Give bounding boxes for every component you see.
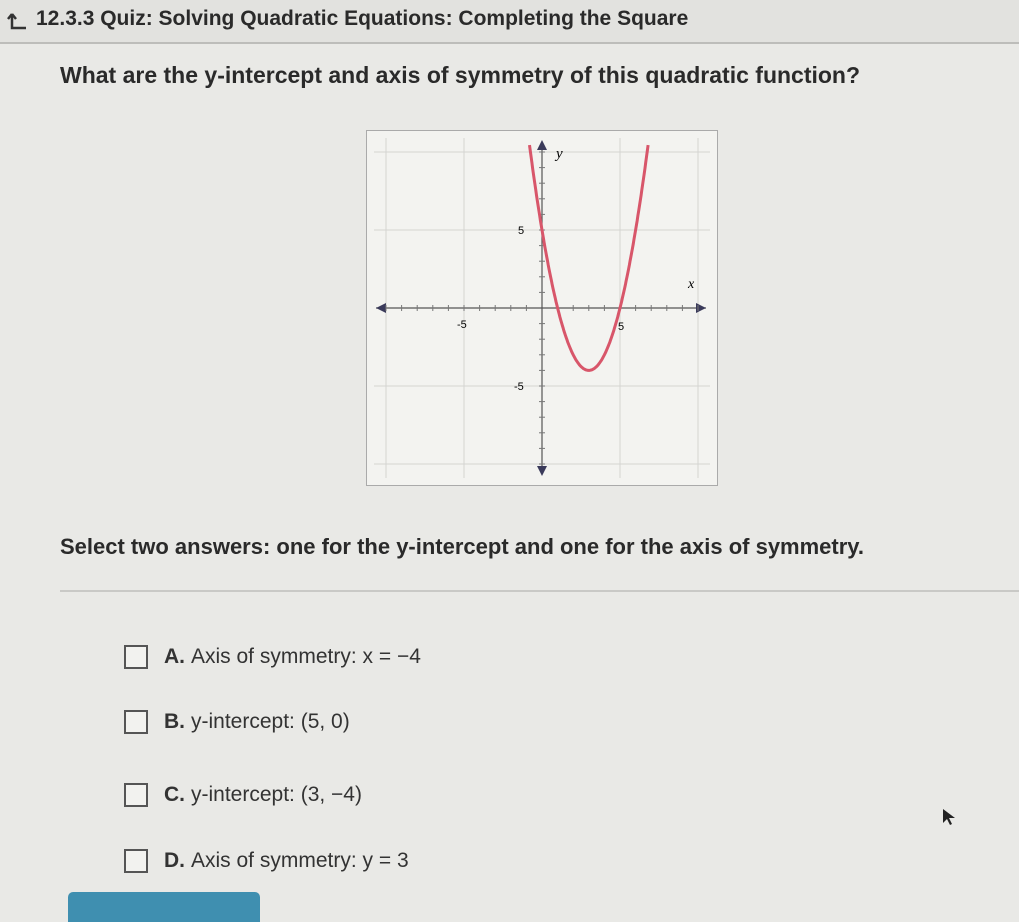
checkbox-b[interactable] [124, 710, 148, 734]
option-letter: B. [164, 710, 185, 733]
checkbox-a[interactable] [124, 645, 148, 669]
submit-button[interactable] [68, 892, 260, 922]
option-label: y-intercept: (3, −4) [191, 783, 362, 806]
quadratic-graph [366, 130, 718, 486]
option-letter: A. [164, 645, 185, 668]
divider [60, 590, 1019, 592]
mouse-cursor-icon [942, 808, 956, 826]
y-axis-label: y [556, 146, 563, 162]
question-text: What are the y-intercept and axis of symmetry of this quadratic function? [60, 62, 861, 88]
quiz-title: 12.3.3 Quiz: Solving Quadratic Equations: Completing the Square [36, 7, 689, 30]
option-d[interactable] [124, 846, 409, 876]
x-tick-label-neg: -5 [457, 319, 467, 331]
option-label: Axis of symmetry: y = 3 [191, 849, 409, 872]
x-axis-label: x [688, 277, 695, 292]
back-arrow-icon[interactable] [6, 6, 34, 34]
option-letter: D. [164, 849, 185, 872]
top-bar [0, 0, 1019, 44]
option-b[interactable] [124, 707, 350, 737]
instruction-text: Select two answers: one for the y-intercept and one for the axis of symmetry. [60, 534, 865, 559]
checkbox-c[interactable] [124, 783, 148, 807]
option-label: y-intercept: (5, 0) [191, 710, 350, 733]
option-a[interactable] [124, 642, 421, 672]
option-label: Axis of symmetry: x = −4 [191, 645, 421, 668]
y-tick-label-neg: -5 [514, 381, 524, 393]
option-c[interactable] [124, 780, 362, 810]
option-letter: C. [164, 783, 185, 806]
checkbox-d[interactable] [124, 849, 148, 873]
x-tick-label-pos: 5 [618, 321, 625, 333]
y-tick-label-pos: 5 [518, 225, 525, 237]
